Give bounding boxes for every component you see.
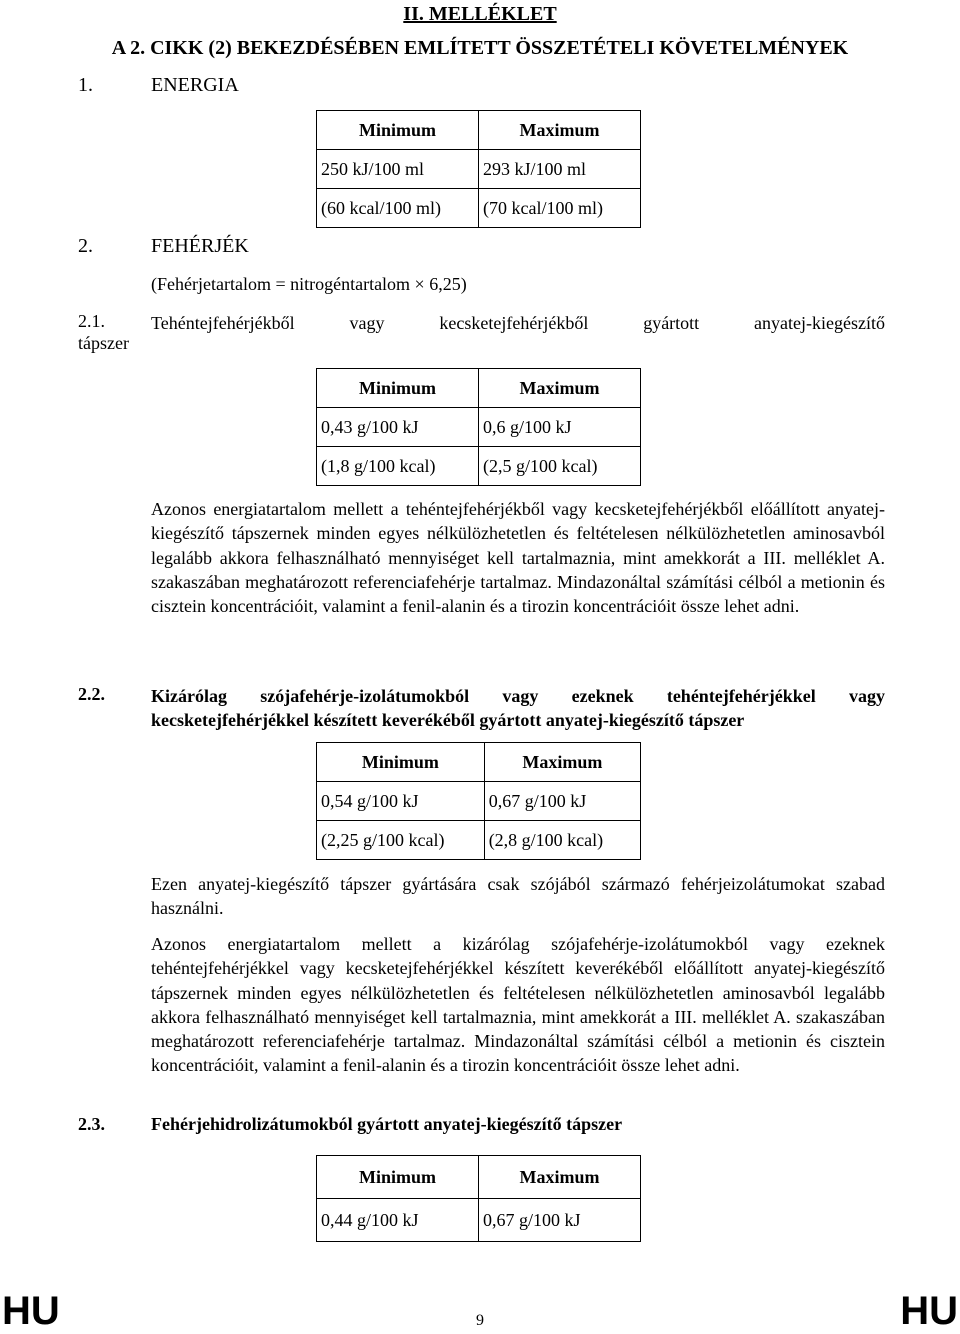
table-cell: (1,8 g/100 kcal) bbox=[317, 447, 479, 486]
table-cell: (70 kcal/100 ml) bbox=[479, 189, 641, 228]
table-cell: 0,67 g/100 kJ bbox=[479, 1199, 641, 1242]
footer-language-left: HU bbox=[2, 1289, 60, 1333]
table-cell: (2,25 g/100 kcal) bbox=[317, 821, 485, 860]
table-header-max: Maximum bbox=[484, 743, 640, 782]
table-cell: 0,43 g/100 kJ bbox=[317, 408, 479, 447]
protein-formula: (Fehérjetartalom = nitrogéntartalom × 6,25) bbox=[151, 274, 467, 294]
table-cell: 0,6 g/100 kJ bbox=[479, 408, 641, 447]
table-cell: (2,5 g/100 kcal) bbox=[479, 447, 641, 486]
protein-cow-table bbox=[316, 368, 641, 486]
table-header-min: Minimum bbox=[317, 369, 479, 408]
table-cell: 0,44 g/100 kJ bbox=[317, 1199, 479, 1242]
table-header-min: Minimum bbox=[317, 1156, 479, 1199]
section-number: 2. bbox=[78, 235, 93, 257]
table-header-min: Minimum bbox=[317, 743, 485, 782]
table-cell: (60 kcal/100 ml) bbox=[317, 189, 479, 228]
section-heading: FEHÉRJÉK bbox=[151, 235, 249, 257]
section-heading: ENERGIA bbox=[151, 74, 239, 96]
table-header-max: Maximum bbox=[479, 1156, 641, 1199]
annex-title: II. MELLÉKLET bbox=[403, 3, 557, 25]
footer-language-right: HU bbox=[900, 1289, 958, 1333]
subsection-number: 2.3. bbox=[78, 1114, 105, 1134]
table-cell: 250 kJ/100 ml bbox=[317, 150, 479, 189]
subsection-heading: Kizárólag szójafehérje-izolátumokból vagy ezeknek tehéntejfehérjékkel vagy kecsketejfehérjékkel készített keverékéből gyártott anyatej-kiegészítő tápszer bbox=[151, 686, 885, 731]
paragraph: Azonos energiatartalom mellett a kizárólag szójafehérje-izolátumokból vagy ezeknek tehéntejfehérjékkel vagy kecsketejfehérjékkel készített keverékéből előállított anyatej-kiegészítő tápszernek minden egyes nélkülözhetetlen és feltételesen nélkülözhetetlen aminosavból legalább akkora felhasználható mennyiséget kell tartalmaznia, mint amekkorát a III. melléklet A. szakaszában meghatározott referenciafehérje tartalmaz. Mindazonáltal számítási célból a metionin és cisztein koncentrációit, valamint a fenil-alanin és a tirozin koncentrációit össze lehet adni. bbox=[151, 934, 885, 1076]
table-cell: 0,67 g/100 kJ bbox=[484, 782, 640, 821]
subsection-number: 2.1. bbox=[78, 311, 105, 331]
paragraph: Ezen anyatej-kiegészítő tápszer gyártására csak szójából származó fehérjeizolátumokat szabad használni. bbox=[151, 874, 885, 919]
table-cell: 0,54 g/100 kJ bbox=[317, 782, 485, 821]
page-title: A 2. CIKK (2) BEKEZDÉSÉBEN EMLÍTETT ÖSSZETÉTELI KÖVETELMÉNYEK bbox=[111, 37, 849, 59]
table-cell: (2,8 g/100 kcal) bbox=[484, 821, 640, 860]
table-header-max: Maximum bbox=[479, 369, 641, 408]
table-cell: 293 kJ/100 ml bbox=[479, 150, 641, 189]
paragraph: Azonos energiatartalom mellett a tehéntejfehérjékből vagy kecsketejfehérjékből előállított anyatej-kiegészítő tápszernek minden egyes nélkülözhetetlen és feltételesen nélkülözhetetlen aminosavból legalább akkora felhasználható mennyiséget kell tartalmaznia, mint amekkorát a III. melléklet A. szakaszában meghatározott referenciafehérje tartalmaz. Mindazonáltal számítási célból a metionin és cisztein koncentrációit, valamint a fenil-alanin és a tirozin koncentrációit össze lehet adni. bbox=[151, 499, 885, 617]
protein-soy-table bbox=[316, 742, 641, 860]
energy-table bbox=[316, 110, 641, 228]
section-number: 1. bbox=[78, 74, 93, 96]
subsection-heading: Fehérjehidrolizátumokból gyártott anyatej-kiegészítő tápszer bbox=[151, 1114, 623, 1134]
protein-hydrolysate-table bbox=[316, 1155, 641, 1242]
table-header-max: Maximum bbox=[479, 111, 641, 150]
table-header-min: Minimum bbox=[317, 111, 479, 150]
subsection-heading: Tehéntejfehérjékből vagy kecsketejfehérjékből gyártott anyatej-kiegészítő bbox=[151, 313, 885, 333]
subsection-heading-cont: tápszer bbox=[78, 333, 129, 353]
page-number: 9 bbox=[476, 1312, 484, 1329]
subsection-number: 2.2. bbox=[78, 684, 105, 704]
